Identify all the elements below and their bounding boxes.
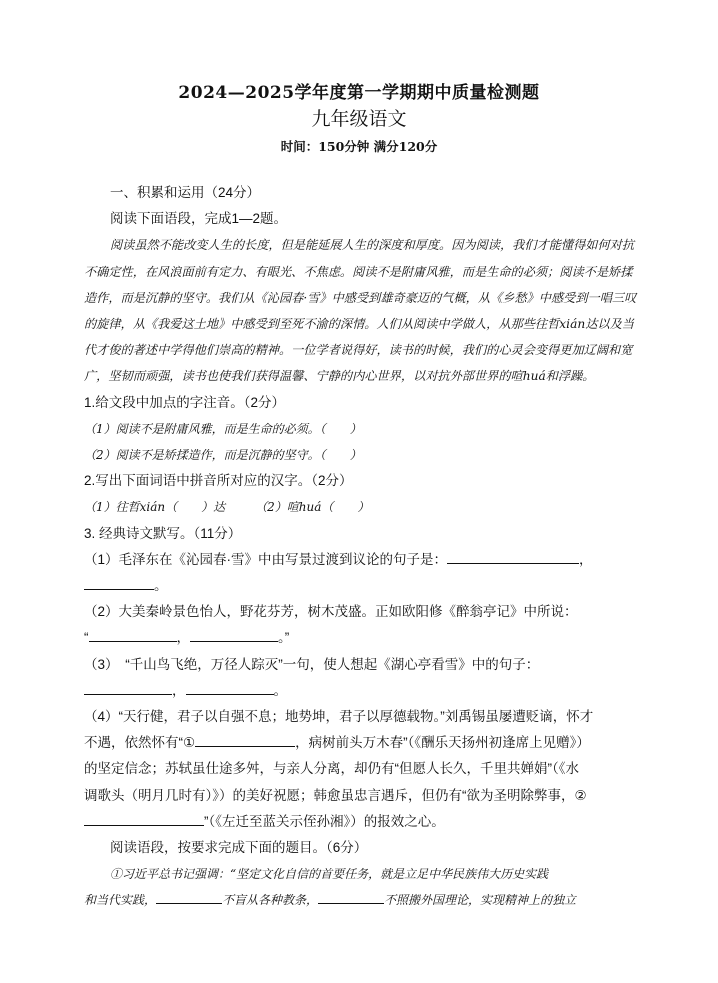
answer-blank[interactable]	[84, 811, 204, 826]
answer-blank[interactable]	[156, 889, 222, 904]
reading-passage: 阅读虽然不能改变人生的长度，但是能延展人生的深度和厚度。因为阅读，我们才能懂得如何对抗不确定性，在风浪面前有定力、有眼光、不焦虑。阅读不是附庸风雅，而是生命的必须；阅读不是矫揉造作，而是沉静的坚守。我们从《沁园春·雪》中感受到雄奇豪迈的气概，从《乡愁》中感受到一唱三叹的旋律，从《我爱这土地》中感受到至死不渝的深情。人们从阅读中学做人，从那些往哲xián达以及当代才俊的著述中学得他们崇高的精神。一位学者说得好，读书的时候，我们的心灵会变得更加辽阔和宽广，坚韧而顽强，读书也使我们获得温馨、宁静的内心世界，以对抗外部世界的喧huá和浮躁。	[84, 238, 637, 384]
question-3-label: 3. 经典诗文默写。（11分）	[84, 525, 242, 541]
q3-p1-comma: ，	[579, 551, 593, 567]
section-heading: 一、积累和运用（24分）	[110, 185, 261, 200]
answer-blank[interactable]	[318, 889, 384, 904]
question-3-part-2-cont	[84, 625, 640, 651]
question-3-part-4-line-2	[84, 730, 640, 756]
answer-blank[interactable]	[190, 627, 278, 642]
question-3-part-4-line-5	[84, 809, 640, 835]
answer-blank[interactable]	[84, 680, 172, 695]
answer-blank[interactable]	[89, 627, 177, 642]
s2-text-b: 不盲从各种教条，	[222, 893, 319, 908]
section-2-line-1: ①习近平总书记强调：“坚定文化自信的首要任务，就是立足中华民族伟大历史实践	[110, 867, 549, 882]
q3-p4-text-b: ，病树前头万木春”（《酬乐天扬州初逢席上见赠》）	[295, 735, 590, 751]
question-1-label: 1.给文段中加点的字注音。（2分）	[84, 394, 286, 410]
q3-p2-close: 。”	[278, 630, 290, 646]
s2-text-c: 不照搬外国理论，实现精神上的独立	[384, 893, 577, 908]
exam-content	[84, 180, 640, 914]
q3-p2-comma: ，	[176, 630, 190, 646]
question-3-part-2: （2）大美秦岭景色怡人，野花芬芳，树木茂盛。正如欧阳修《醉翁亭记》中所说：	[84, 604, 578, 620]
question-3-part-4-line-3: 的坚定信念；苏轼虽仕途多舛，与亲人分离，却仍有“但愿人长久，千里共婵娟”（《水	[84, 761, 579, 777]
question-1-item-1: （1）阅读不是附庸风雅，而是生命的必须。（ ）	[84, 421, 362, 436]
section-2-line-2	[84, 887, 640, 913]
q3-p2-open-quote: “	[84, 630, 89, 646]
question-1-item-2: （2）阅读不是矫揉造作，而是沉静的坚守。（ ）	[84, 448, 362, 463]
exam-title: 2024—2025学年度第一学期期中质量检测题	[178, 83, 540, 103]
question-3-part-3-cont	[84, 678, 640, 704]
q3-p3-period: 。	[273, 682, 287, 698]
s2-text-a: 和当代实践，	[84, 893, 157, 908]
question-3-part-3: （3） “千山鸟飞绝，万径人踪灭”一句，使人想起《湖心亭看雪》中的句子：	[84, 656, 540, 672]
answer-blank[interactable]	[195, 732, 295, 747]
q3-p4-text-c: ”（《左迁至蓝关示侄孙湘》）的报效之心。	[204, 813, 445, 829]
answer-blank[interactable]	[447, 549, 579, 564]
exam-meta: 时间：150分钟 满分120分	[280, 139, 438, 154]
question-2-label: 2.写出下面词语中拼音所对应的汉字。（2分）	[84, 473, 353, 489]
section-instruction: 阅读下面语段，完成1—2题。	[110, 211, 288, 227]
question-3-part-1-cont	[84, 573, 640, 599]
answer-blank[interactable]	[84, 575, 154, 590]
q3-p1-period: 。	[154, 578, 168, 594]
q3-p1-text: （1）毛泽东在《沁园春·雪》中由写景过渡到议论的句子是：	[84, 551, 448, 567]
answer-blank[interactable]	[186, 680, 274, 695]
q3-p4-text-a: 不遇，依然怀有“①	[84, 735, 196, 751]
exam-subtitle: 九年级语文	[311, 108, 407, 130]
question-3-part-4-line-1: （4）“天行健，君子以自强不息；地势坤，君子以厚德载物。”刘禹锡虽屡遭贬谪，怀才	[84, 709, 594, 725]
question-3-part-1	[84, 547, 640, 573]
question-3-part-4-line-4: 调歌头（明月几时有）》）的美好祝愿；韩愈虽忠言遇斥，但仍有“欲为圣明除弊事，②	[84, 787, 587, 803]
q3-p3-comma: ，	[172, 682, 186, 698]
section-2-instruction: 阅读语段，按要求完成下面的题目。（6分）	[110, 840, 368, 856]
question-2-items: （1）往哲xián（ ）达 （2）喧huá（ ）	[84, 500, 370, 515]
